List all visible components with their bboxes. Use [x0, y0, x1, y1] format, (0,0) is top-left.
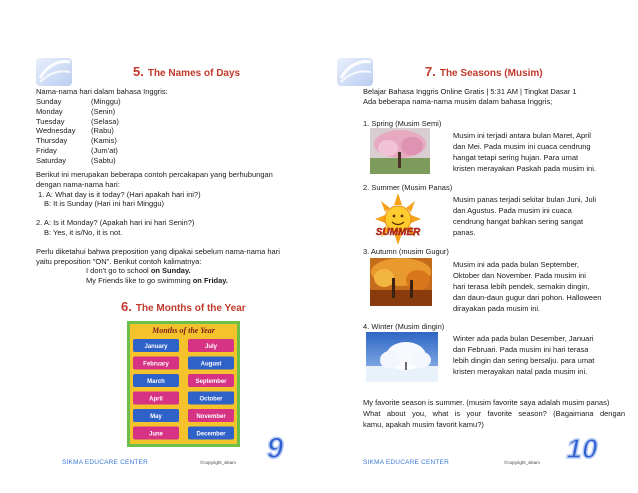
section-5-number: 5. — [133, 64, 144, 79]
sikma-logo-icon — [34, 50, 74, 90]
winter-photo — [366, 332, 438, 382]
day-english: Friday — [36, 145, 57, 155]
closing-line-3: kamu, apakah musim favorit kamu?) — [363, 420, 484, 429]
day-row — [36, 146, 121, 156]
section-6-title: The Months of the Year — [135, 303, 246, 314]
day-english: Tuesday — [36, 116, 65, 126]
closing-line-1: My favorite season is summer. (musim favorite saya adalah musim panas) — [363, 398, 610, 407]
day-row — [36, 97, 121, 107]
season-spring-description: Musim ini terjadi antara bulan Maret, April dan Mei. Pada musim ini cuaca cendrung hangat tetapi sering hujan. Para umat kristen merayakan Paskah pada musim ini. — [453, 131, 596, 173]
month-label: June — [148, 431, 164, 438]
seasons-intro: Ada beberapa nama-nama musim dalam bahasa Inggris; — [363, 97, 553, 106]
conversation-2-answer: B: Yes, it is/No, it is not. — [44, 227, 123, 237]
season-summer-description: Musim panas terjadi sekitar bulan Juni, Juli dan Agustus. Pada musim ini cuaca cendrung hangat bahkan sering sangat panas. — [453, 195, 596, 237]
day-indonesian: (Sabtu) — [91, 155, 116, 165]
copyright-right: ©copyright_sikam — [504, 460, 540, 465]
section-7-number: 7. — [425, 64, 436, 79]
month-label: January — [144, 344, 168, 351]
day-indonesian: (Minggu) — [91, 97, 121, 106]
seasons-meta: Belajar Bahasa Inggris Online Gratis | 5:31 AM | Tingkat Dasar 1 — [363, 87, 577, 96]
day-english: Saturday — [36, 155, 67, 165]
season-spring-label: 1. Spring (Musim Semi) — [363, 119, 442, 128]
day-row — [36, 156, 121, 166]
section-6-heading — [121, 298, 246, 316]
month-label: October — [199, 396, 223, 403]
conversation-2-question: 2. A: Is it Monday? (Apakah hari ini hari Senin?) — [36, 218, 195, 228]
month-label: May — [150, 414, 162, 421]
footer-left: SIKMA EDUCARE CENTER — [62, 459, 148, 466]
page-number-9 — [258, 430, 292, 464]
section-5-title: The Names of Days — [147, 68, 241, 79]
svg-text:10: 10 — [566, 433, 598, 464]
conversation-intro-line-1: Berikut ini merupakan beberapa contoh percakapan yang berhubungan — [36, 170, 273, 179]
conversation-intro-line-2: dengan nama-nama hari: — [36, 179, 120, 189]
footer-right: SIKMA EDUCARE CENTER — [363, 459, 449, 466]
months-of-year-image — [127, 321, 240, 447]
day-indonesian: (Rabu) — [91, 126, 114, 136]
day-english: Wednesday — [36, 126, 76, 136]
svg-text:9: 9 — [266, 432, 284, 464]
preposition-note-line-2: yaitu preposition "ON". Berikut contoh kalimatnya: — [36, 256, 202, 266]
days-intro: Nama-nama hari dalam bahasa Inggris: — [36, 87, 168, 96]
day-row — [36, 136, 121, 146]
preposition-note-line-1: Perlu diketahui bahwa preposition yang dipakai sebelum nama-nama hari — [36, 246, 280, 256]
season-autumn-label: 3. Autumn (musim Gugur) — [363, 247, 449, 256]
day-row — [36, 117, 121, 127]
month-label: March — [147, 379, 165, 386]
day-indonesian: (Selasa) — [91, 116, 119, 126]
month-label: April — [149, 396, 163, 403]
right-page — [319, 0, 638, 493]
section-5-heading — [133, 63, 240, 81]
season-autumn-description: Musim ini ada pada bulan September, Oktober dan November. Pada musim ini hari terasa lebih pendek, semakin dingin, dan daun-daun gugur dari pohon. Halloween dirayakan pada musim ini. — [453, 260, 602, 313]
summer-sun-image — [363, 193, 433, 245]
closing-paragraph — [363, 397, 625, 430]
season-summer-label: 2. Summer (Musim Panas) — [363, 183, 453, 192]
months-image-title: Months of the Year — [152, 326, 215, 335]
days-table — [36, 97, 121, 166]
section-6-number: 6. — [121, 299, 132, 314]
season-winter-label: 4. Winter (Musim dingin) — [363, 322, 445, 331]
month-label: August — [200, 361, 222, 368]
closing-line-2: What about you, what is your favorite season? (Bagaimana dengan — [363, 409, 625, 418]
autumn-photo — [370, 258, 432, 306]
month-label: September — [195, 379, 227, 386]
conversation-1-question: 1. A: What day is it today? (Hari apakah hari ini?) — [38, 189, 201, 199]
day-english: Sunday — [36, 97, 62, 106]
day-english: Thursday — [36, 136, 68, 146]
example-sentence-1: I don't go to school on Sunday. — [86, 266, 191, 276]
day-row — [36, 107, 121, 117]
month-label: July — [204, 344, 218, 351]
spring-photo — [370, 128, 430, 174]
season-winter-description: Winter ada pada bulan Desember, Januari dan Februari. Pada musim ini hari terasa lebih dingin dan sering bersalju. para umat kristen merayakan natal pada musim ini. — [453, 334, 595, 376]
summer-image-text: SUMMER — [375, 227, 421, 238]
conversation-1-answer: B: It is Sunday (Hari ini hari Minggu) — [44, 199, 165, 209]
day-indonesian: (Jum'at) — [91, 145, 118, 155]
page-number-10 — [560, 430, 604, 464]
month-label: December — [196, 431, 226, 438]
section-7-title: The Seasons (Musim) — [439, 68, 543, 79]
day-indonesian: (Kamis) — [91, 136, 117, 146]
month-label: February — [143, 361, 169, 368]
month-label: November — [196, 414, 226, 421]
sikma-logo-icon — [335, 50, 375, 90]
copyright-left: ©copyright_sikam — [200, 460, 236, 465]
day-row — [36, 126, 121, 136]
day-indonesian: (Senin) — [91, 106, 116, 116]
section-7-heading — [425, 63, 543, 81]
example-sentence-2: My Friends like to go swimming on Friday. — [86, 276, 228, 286]
day-english: Monday — [36, 106, 63, 116]
conversation-intro — [36, 170, 280, 286]
